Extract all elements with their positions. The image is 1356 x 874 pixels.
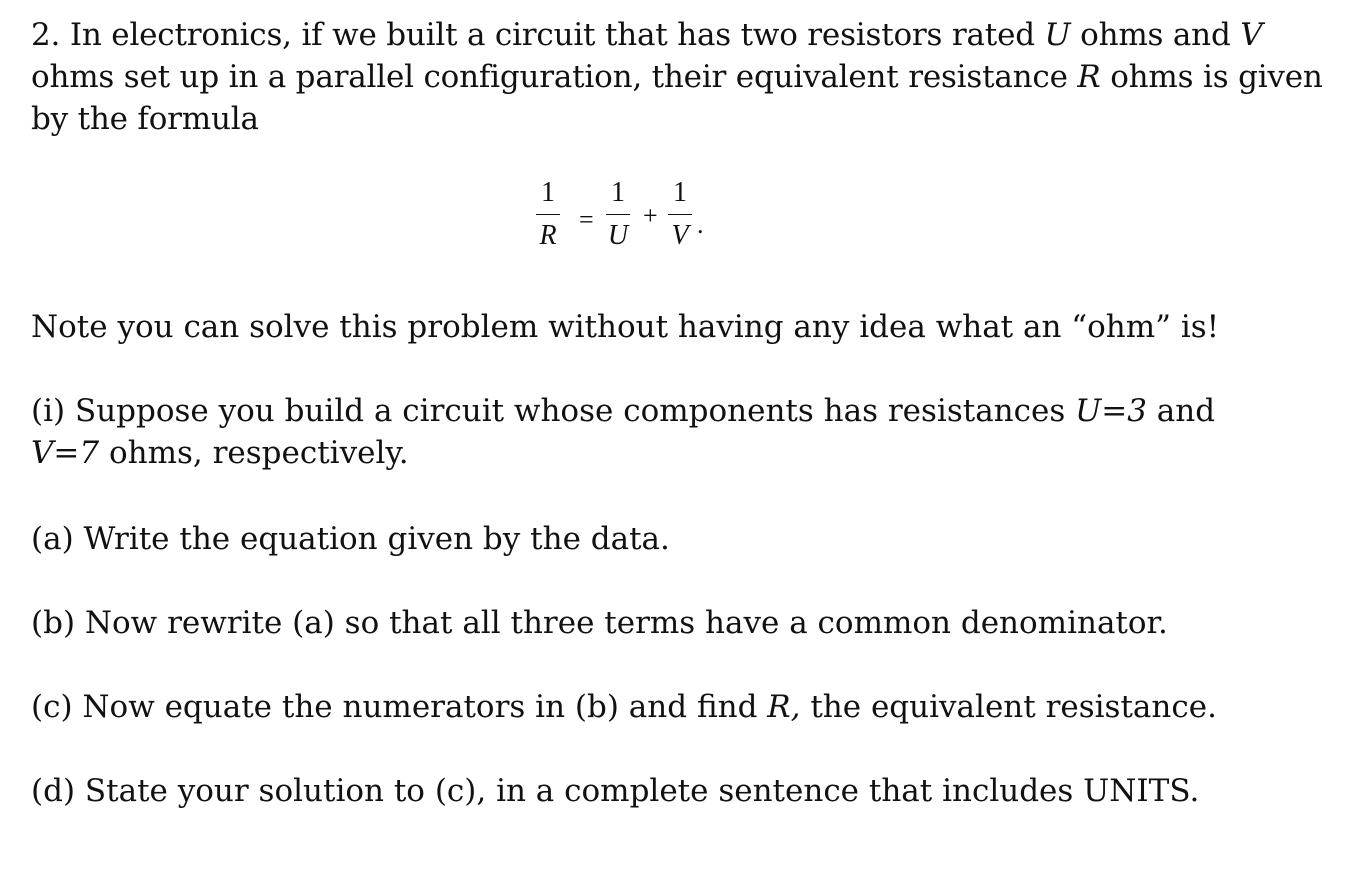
intro-text-2: ohms and — [1070, 17, 1241, 53]
fraction-numerator: 1 — [611, 177, 625, 208]
note-text: Note you can solve this problem without having any idea what an “ohm” is! — [31, 309, 1220, 345]
fraction-numerator: 1 — [673, 177, 687, 208]
fraction-bar — [536, 214, 560, 215]
part-i-middle: and — [1146, 393, 1216, 429]
part-c-variable-r: R, — [767, 689, 801, 725]
problem-intro — [31, 14, 1331, 140]
variable-u: U — [1044, 17, 1071, 53]
fraction-1-over-u — [603, 178, 633, 251]
part-i-v-value: V=7 — [31, 435, 100, 471]
fraction-1-over-r — [533, 178, 563, 251]
fraction-denominator: V — [671, 220, 689, 251]
parallel-resistance-formula — [505, 168, 725, 268]
fraction-1-over-v — [665, 178, 695, 251]
part-d-text: (d) State your solution to (c), in a complete sentence that includes UNITS. — [31, 773, 1200, 809]
part-c-suffix: the equivalent resistance. — [800, 689, 1217, 725]
fraction-denominator: R — [539, 220, 557, 251]
variable-v: V — [1240, 17, 1263, 53]
fraction-bar — [668, 214, 692, 215]
part-i-suffix: ohms, respectively. — [99, 435, 409, 471]
part-b-text: (b) Now rewrite (a) so that all three terms have a common denominator. — [31, 605, 1168, 641]
part-c-text — [31, 686, 1311, 728]
fraction-numerator: 1 — [541, 177, 555, 208]
equals-sign: = — [579, 205, 594, 234]
fraction-denominator: U — [607, 220, 629, 251]
part-i-prefix: (i) Suppose you build a circuit whose components has resistances — [31, 393, 1076, 429]
variable-r: R — [1077, 59, 1101, 95]
fraction-bar — [606, 214, 630, 215]
intro-text-1: 2. In electronics, if we built a circuit that has two resistors rated — [31, 17, 1045, 53]
part-i-u-value: U=3 — [1075, 393, 1147, 429]
problem-page — [31, 14, 1331, 140]
part-i-text — [31, 390, 1251, 474]
part-c-prefix: (c) Now equate the numerators in (b) and find — [31, 689, 768, 725]
formula-period: . — [697, 210, 704, 239]
intro-text-4: ohms is given by the formula — [31, 59, 1323, 137]
part-a-text: (a) Write the equation given by the data. — [31, 521, 670, 557]
plus-sign: + — [643, 201, 658, 230]
intro-text-3: ohms set up in a parallel configuration, their equivalent resistance — [31, 59, 1078, 95]
